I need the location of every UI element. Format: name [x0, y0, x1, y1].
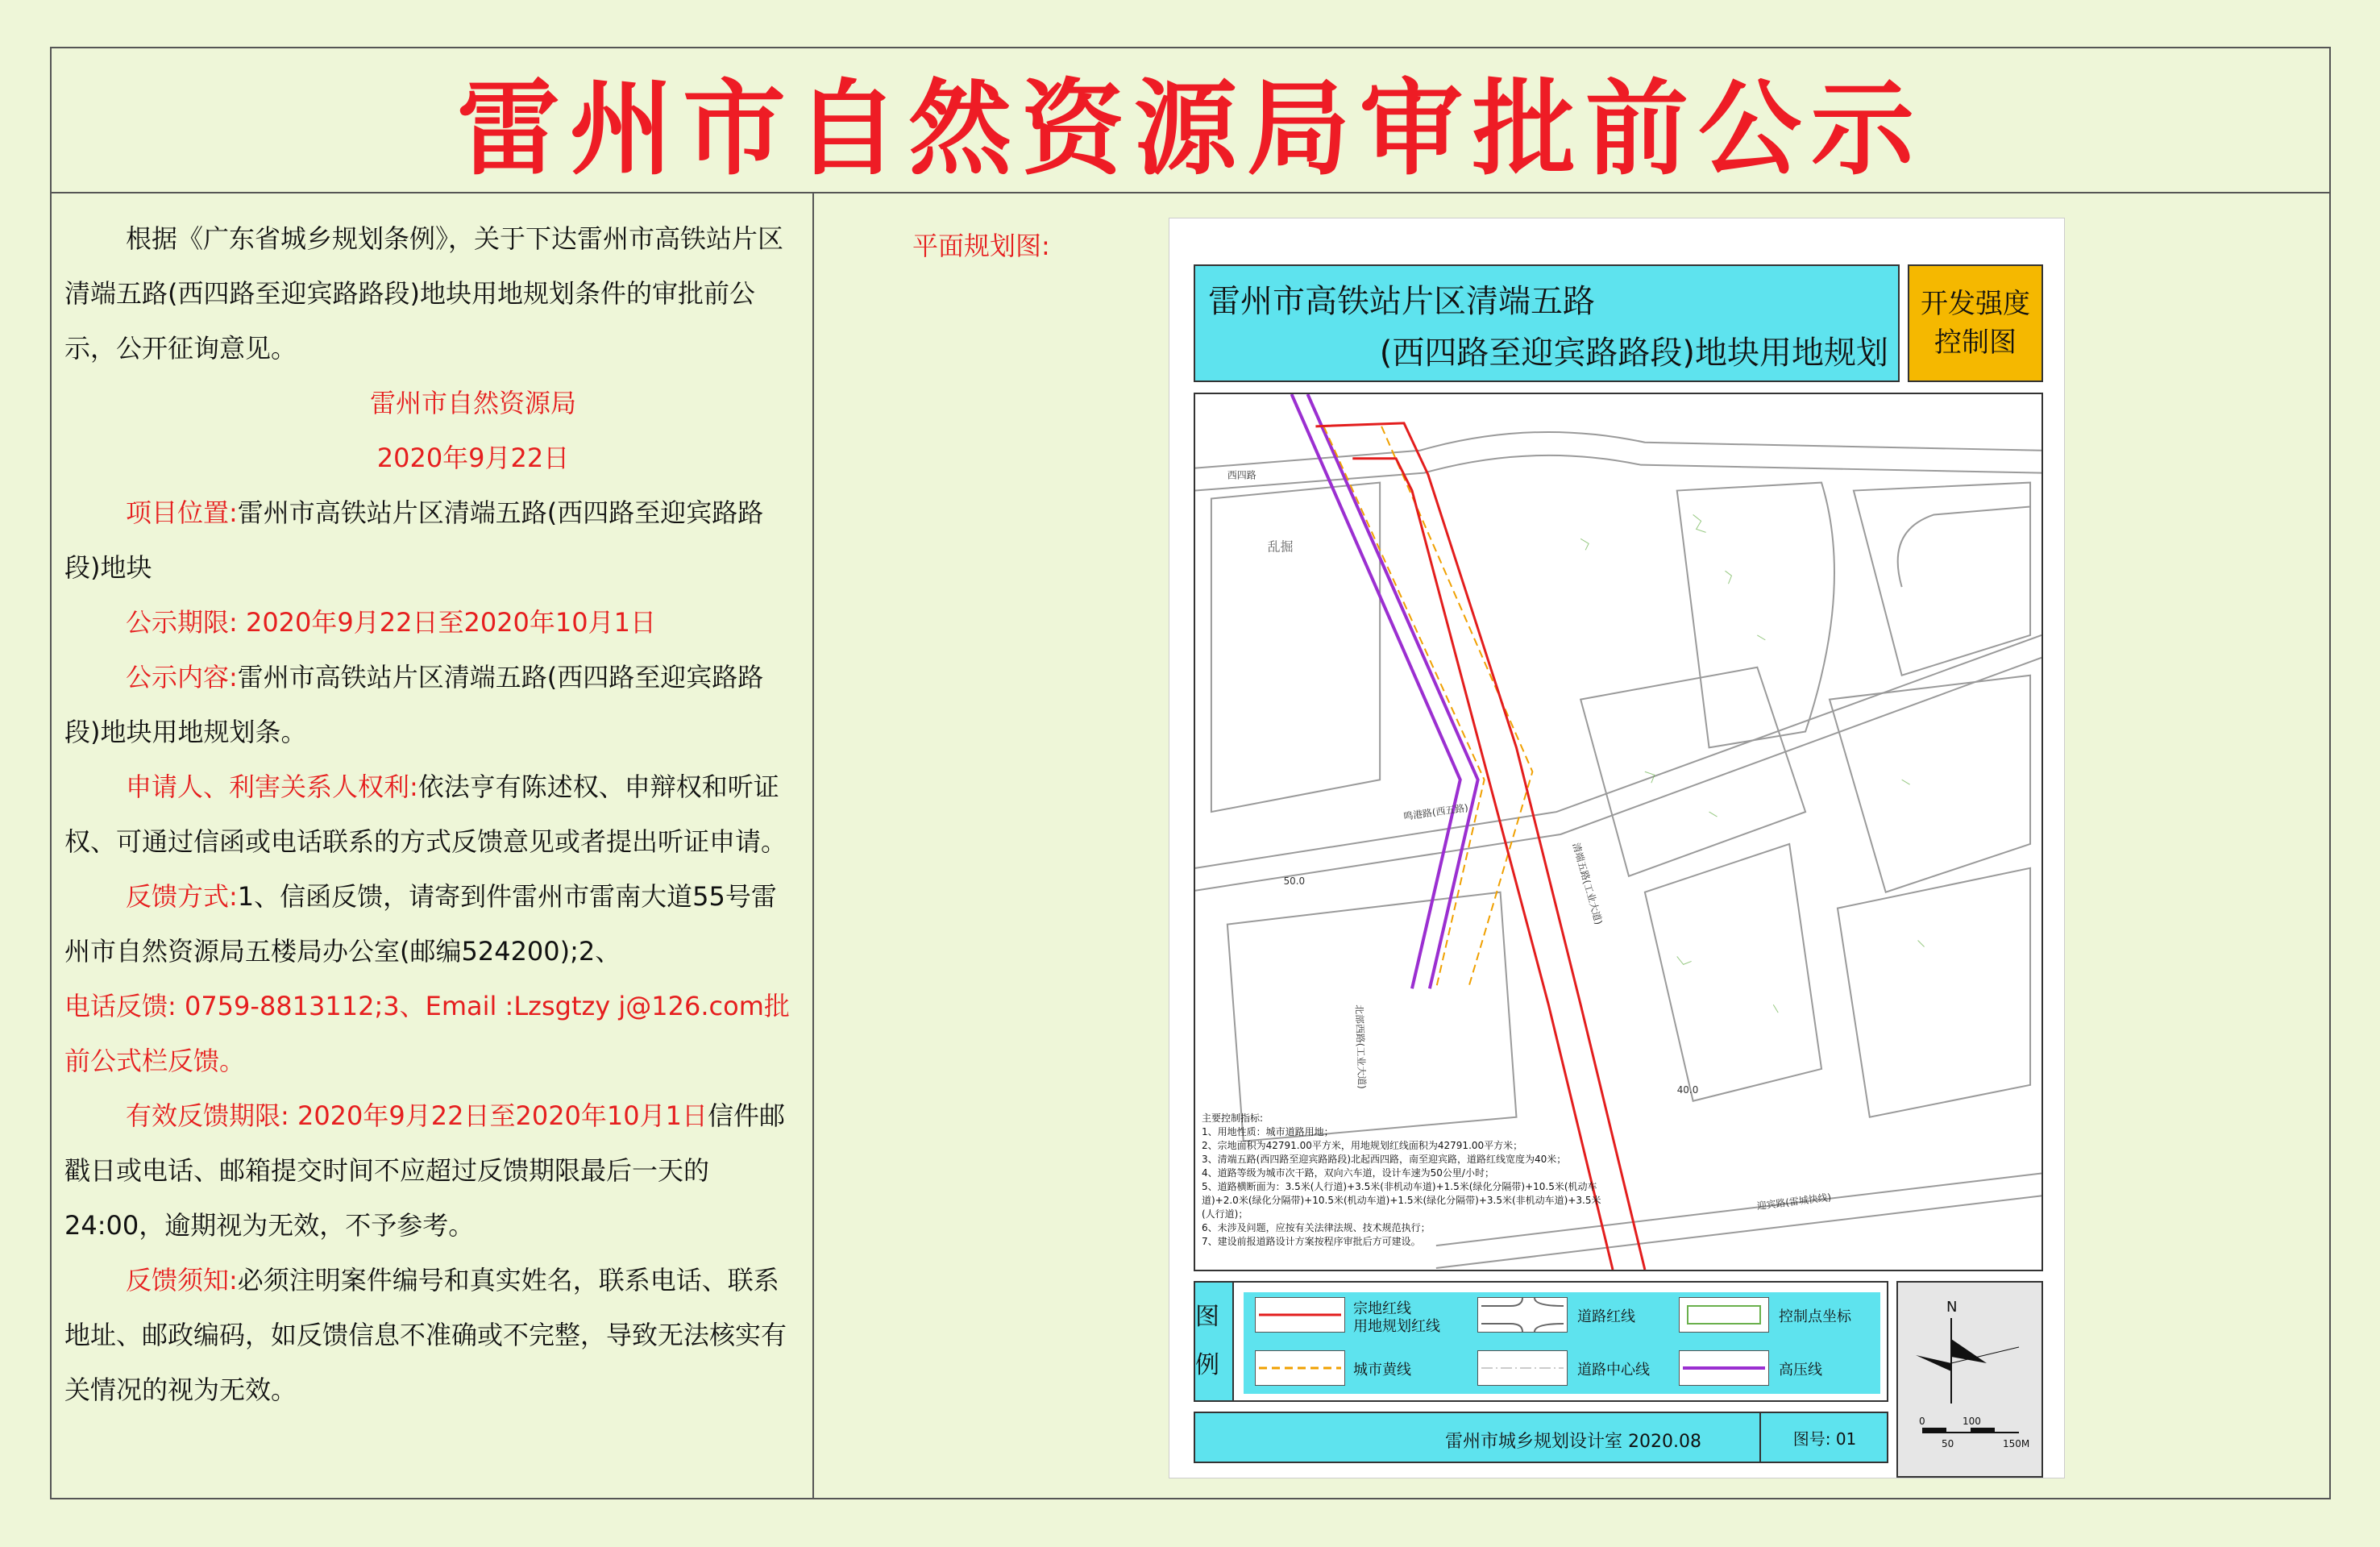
item-notice [64, 1253, 793, 1417]
item-content [64, 650, 793, 759]
item-phone-feedback [64, 979, 793, 1088]
map-road-label: 鸣港路(西五路) [1402, 801, 1469, 823]
note-line: 1、用地性质：城市道路用地； [1202, 1126, 1334, 1137]
scale-150: 150M [2003, 1438, 2030, 1449]
item-label: 公示内容: [126, 662, 238, 692]
legend-label: 城市黄线 [1353, 1362, 1411, 1379]
footer-org: 雷州市城乡规划设计室 2020.08 [1445, 1432, 1701, 1452]
issue-date: 2020年9月22日 [376, 443, 570, 473]
legend-label: 宗地红线 [1353, 1300, 1411, 1317]
note-line: 道)+2.0米(绿化分隔带)+10.5米(机动车道)+1.5米(绿化分隔带)+3.5米(非机动车道)+3.5米 [1202, 1195, 1601, 1206]
legend-label: 用地规划红线 [1353, 1318, 1440, 1335]
issuer: 雷州市自然资源局 [369, 388, 576, 418]
map-road-label: 北部西路(工业大道) [1353, 1004, 1368, 1090]
scale-100: 100 [1963, 1416, 1981, 1427]
item-label: 申请人、利害关系人权利: [126, 771, 418, 802]
item-text: 必须注明案件编号和真实姓名，联系电话、联系地址、邮政编码，如反馈信息不准确或不完整，导致无法核实有关情况的视为无效。 [64, 1265, 787, 1405]
legend-swatch-red [1255, 1297, 1345, 1333]
legend-swatch-yellow [1255, 1350, 1345, 1386]
item-label: 电话反馈: 0759-8813112;3、Email :Lzsgtzy j@126.com批前公式栏反馈。 [64, 991, 790, 1076]
plan-label: 平面规划图: [912, 231, 1050, 261]
item-text: 信件邮戳日或电话、邮箱提交时间不应超过反馈期限最后一天的24:00，逾期视为无效，不予参考。 [64, 1100, 786, 1241]
scale-0: 0 [1919, 1416, 1925, 1427]
item-location [64, 485, 793, 595]
note-line: 4、道路等级为城市次干路，双向六车道，设计车速为50公里/小时； [1202, 1167, 1494, 1179]
legend-label: 高压线 [1779, 1362, 1822, 1379]
item-label: 有效反馈期限: 2020年9月22日至2020年10月1日 [126, 1100, 708, 1131]
sheet-footer [1194, 1412, 1888, 1463]
item-text: 雷州市高铁站片区清端五路(西四路至迎宾路路段)地块用地规划条。 [64, 662, 764, 747]
legend-swatch-point [1679, 1297, 1769, 1333]
note-line: 5、道路横断面为：3.5米(人行道)+3.5米(非机动车道)+1.5米(绿化分隔带)+10.5米(机动车 [1202, 1181, 1597, 1192]
title-row [52, 48, 2329, 193]
item-period [64, 595, 793, 650]
legend-swatch-road [1477, 1297, 1568, 1333]
sheet-title-line1: 雷州市高铁站片区清端五路 [1208, 283, 1595, 320]
map-width-label: 50.0 [1283, 875, 1306, 887]
plan-sheet [1169, 218, 2065, 1478]
item-feedback-method [64, 869, 793, 979]
legend-title: 图例 [1195, 1283, 1234, 1400]
item-label: 反馈须知: [126, 1265, 238, 1295]
item-label: 反馈方式: [126, 881, 238, 912]
item-label: 项目位置: [126, 497, 238, 528]
legend-swatch-center [1477, 1350, 1568, 1386]
note-line: (人行道)； [1202, 1208, 1248, 1220]
item-text: 依法亨有陈述权、申辩权和听证权、可通过信函或电话联系的方式反馈意见或者提出听证申请。 [64, 771, 787, 857]
note-line: 7、建设前报道路设计方案按程序审批后方可建设。 [1202, 1236, 1421, 1247]
sheet-header [1194, 264, 1900, 382]
legend-items [1244, 1292, 1880, 1394]
control-notes [1202, 1112, 1621, 1249]
sheet-badge: 开发强度控制图 [1908, 264, 2043, 382]
legend-label: 道路红线 [1577, 1308, 1635, 1325]
map-place-label: 乱掘 [1267, 539, 1294, 555]
note-line: 6、未涉及问题，应按有关法律法规、技术规范执行； [1202, 1222, 1431, 1233]
notice-board [50, 47, 2331, 1499]
page-title: 雷州市自然资源局审批前公示 [456, 69, 1924, 189]
notice-text-panel [52, 193, 814, 1499]
item-label: 公示期限: 2020年9月22日至2020年10月1日 [126, 607, 656, 638]
plan-panel [814, 193, 2331, 1499]
scale-50: 50 [1942, 1438, 1954, 1449]
item-rights [64, 759, 793, 869]
item-text: 1、信函反馈，请寄到件雷州市雷南大道55号雷州市自然资源局五楼局办公室(邮编524200);2、 [64, 881, 777, 967]
map-road-label: 西四路 [1227, 469, 1256, 481]
site-plan-map [1194, 393, 2043, 1271]
item-text: 雷州市高铁站片区清端五路(西四路至迎宾路路段)地块 [64, 497, 764, 583]
map-width-label: 40.0 [1676, 1083, 1699, 1096]
map-road-label: 迎宾路(雷城快线) [1756, 1191, 1832, 1212]
compass-n: N [1946, 1299, 1958, 1316]
map-road-label: 清端五路(工业大道) [1570, 841, 1605, 926]
map-legend [1194, 1281, 1888, 1402]
north-arrow-icon [1898, 1283, 2041, 1476]
note-line: 3、清端五路(西四路至迎宾路路段)北起西四路，南至迎宾路，道路红线宽度为40米； [1202, 1154, 1567, 1165]
legend-label: 控制点坐标 [1779, 1308, 1851, 1325]
intro-paragraph: 根据《广东省城乡规划条例》，关于下达雷州市高铁站片区清端五路(西四路至迎宾路路段)地块用地规划条件的审批前公示，公开征询意见。 [64, 223, 784, 364]
compass-scale [1896, 1281, 2043, 1478]
sheet-title-line2: (西四路至迎宾路路段)地块用地规划 [1379, 335, 1888, 372]
legend-swatch-hv [1679, 1350, 1769, 1386]
notes-title: 主要控制指标: [1202, 1112, 1264, 1124]
item-valid-period [64, 1088, 793, 1253]
note-line: 2、宗地面积为42791.00平方米，用地规划红线面积为42791.00平方米； [1202, 1140, 1523, 1151]
footer-drawing-no: 图号: 01 [1759, 1413, 1888, 1462]
legend-label: 道路中心线 [1577, 1362, 1650, 1379]
